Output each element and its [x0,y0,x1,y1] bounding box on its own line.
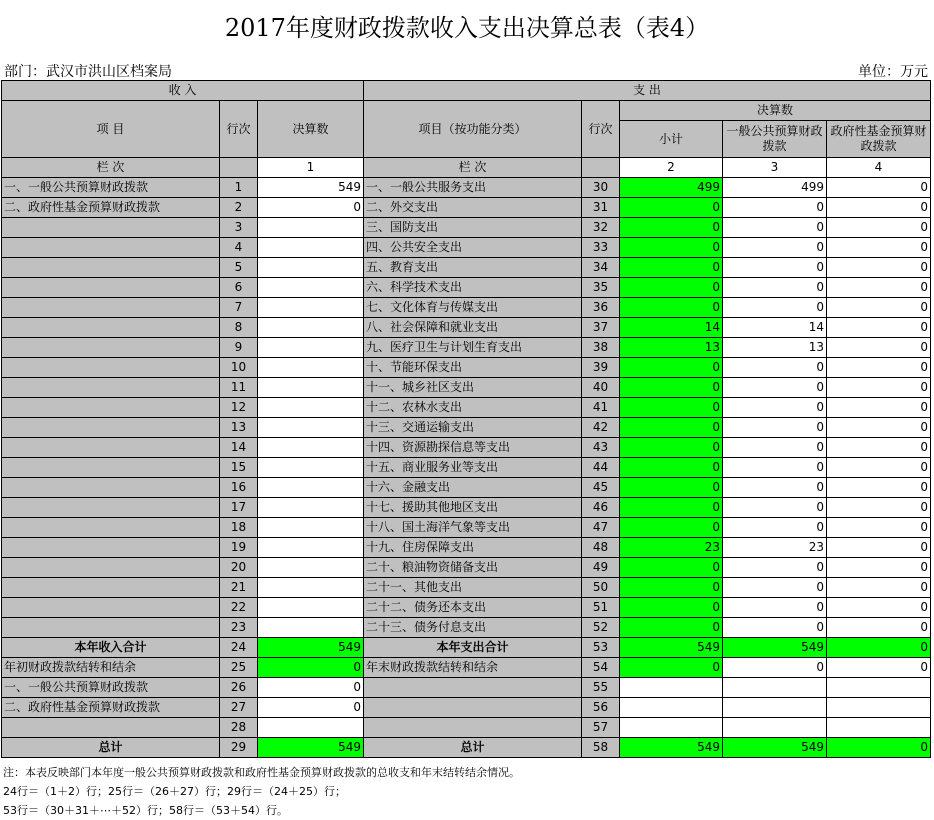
income-item: 一、一般公共预算财政拨款 [2,178,220,198]
table-row [2,618,931,638]
expense-row-no: 33 [582,238,620,258]
table-row [2,578,931,598]
expense-subtotal: 0 [620,438,723,458]
expense-general: 23 [723,538,827,558]
expense-item: 二十二、债务还本支出 [364,598,582,618]
expense-subtotal: 0 [620,278,723,298]
expense-subtotal: 0 [620,238,723,258]
table-row [2,278,931,298]
balance-general-label: 一、一般公共预算财政拨款 [2,678,220,698]
income-amount [258,598,364,618]
expense-fund: 0 [827,458,931,478]
general-budget-header: 一般公共预算财政拨款 [723,121,827,158]
expense-item: 三、国防支出 [364,218,582,238]
unit-label: 单位：万元 [858,64,928,80]
balance-fund-no: 27 [220,698,258,718]
table-row [2,258,931,278]
expense-general: 0 [723,598,827,618]
income-row-no: 16 [220,478,258,498]
expense-item: 十三、交通运输支出 [364,418,582,438]
expense-item: 九、医疗卫生与计划生育支出 [364,338,582,358]
income-item [2,298,220,318]
expense-item: 二、外交支出 [364,198,582,218]
expense-row-no: 30 [582,178,620,198]
expense-fund: 0 [827,558,931,578]
blank-cell [364,718,582,738]
income-total-label: 本年收入合计 [2,638,220,658]
expense-general: 0 [723,618,827,638]
income-amount [258,378,364,398]
expense-row-no: 36 [582,298,620,318]
expense-total-subtotal: 549 [620,638,723,658]
income-item [2,498,220,518]
expense-item: 十九、住房保障支出 [364,538,582,558]
expense-item: 十八、国土海洋气象等支出 [364,518,582,538]
expense-row-no: 42 [582,418,620,438]
expense-item: 五、教育支出 [364,258,582,278]
expense-row-no: 31 [582,198,620,218]
col1-label: 1 [258,158,364,178]
expense-subtotal: 0 [620,458,723,478]
expense-fund: 0 [827,498,931,518]
expense-row-no: 49 [582,558,620,578]
expense-fund: 0 [827,298,931,318]
expense-subtotal: 23 [620,538,723,558]
table-row [2,318,931,338]
blank-cell [364,698,582,718]
income-item: 二、政府性基金预算财政拨款 [2,198,220,218]
income-item [2,318,220,338]
expense-row-no: 46 [582,498,620,518]
table-row [2,218,931,238]
income-amount [258,578,364,598]
expense-total-label: 本年支出合计 [364,638,582,658]
expense-fund: 0 [827,238,931,258]
expense-general: 0 [723,418,827,438]
balance-fund-amount: 0 [258,698,364,718]
expense-item: 二十、粮油物资储备支出 [364,558,582,578]
expense-general: 0 [723,558,827,578]
grand-expense-label: 总计 [364,738,582,758]
expense-item: 一、一般公共服务支出 [364,178,582,198]
blank-cell [620,678,723,698]
expense-row-no: 51 [582,598,620,618]
expense-general: 0 [723,378,827,398]
expense-general: 0 [723,578,827,598]
expense-fund: 0 [827,258,931,278]
income-item [2,598,220,618]
expense-subtotal: 0 [620,598,723,618]
row56-no: 56 [582,698,620,718]
income-row-no: 7 [220,298,258,318]
income-item [2,478,220,498]
income-row-no: 17 [220,498,258,518]
expense-general: 0 [723,278,827,298]
department-label: 部门：武汉市洪山区档案局 [4,64,172,80]
expense-subtotal: 0 [620,498,723,518]
expense-general: 0 [723,398,827,418]
income-amount [258,538,364,558]
table-row [2,358,931,378]
table-row [2,418,931,438]
table-row [2,598,931,618]
expense-subtotal: 0 [620,218,723,238]
expense-fund: 0 [827,178,931,198]
expense-fund: 0 [827,518,931,538]
grand-expense-subtotal: 549 [620,738,723,758]
expense-row-no: 50 [582,578,620,598]
balance-general-amount: 0 [258,678,364,698]
balance-fund-label: 二、政府性基金预算财政拨款 [2,698,220,718]
expense-total-general: 549 [723,638,827,658]
expense-fund: 0 [827,618,931,638]
table-row [2,498,931,518]
income-amount [258,438,364,458]
expense-fund: 0 [827,398,931,418]
row-no2-header: 行次 [582,101,620,158]
expense-item: 十七、援助其他地区支出 [364,498,582,518]
expense-general: 0 [723,258,827,278]
income-item [2,458,220,478]
income-item [2,418,220,438]
col-label: 栏 次 [2,158,220,178]
expense-general: 0 [723,358,827,378]
row28-no: 28 [220,718,258,738]
begin-balance-amount: 0 [258,658,364,678]
income-row-no: 4 [220,238,258,258]
income-row-no: 3 [220,218,258,238]
grand-income-amount: 549 [258,738,364,758]
col-label2: 栏 次 [364,158,582,178]
income-row-no: 11 [220,378,258,398]
begin-balance-label: 年初财政拨款结转和结余 [2,658,220,678]
income-row-no: 13 [220,418,258,438]
table-row [2,458,931,478]
expense-general: 0 [723,198,827,218]
income-item [2,538,220,558]
expense-subtotal: 14 [620,318,723,338]
end-balance-label: 年末财政拨款结转和结余 [364,658,582,678]
income-item [2,338,220,358]
expense-fund: 0 [827,538,931,558]
expense-fund: 0 [827,418,931,438]
footnotes [3,763,520,820]
income-row-no: 5 [220,258,258,278]
expense-fund: 0 [827,218,931,238]
expense-row-no: 47 [582,518,620,538]
income-row-no: 12 [220,398,258,418]
expense-subtotal: 0 [620,478,723,498]
expense-subtotal: 0 [620,618,723,638]
expense-subtotal: 0 [620,578,723,598]
income-row-no: 22 [220,598,258,618]
expense-row-no: 39 [582,358,620,378]
expense-item: 七、文化体育与传媒支出 [364,298,582,318]
income-amount [258,518,364,538]
income-item [2,258,220,278]
blank-cell [827,718,931,738]
expense-fund: 0 [827,358,931,378]
income-item [2,278,220,298]
expense-header: 支 出 [364,81,931,101]
expense-general: 0 [723,518,827,538]
expense-item: 八、社会保障和就业支出 [364,318,582,338]
table-row [2,338,931,358]
grand-income-no: 29 [220,738,258,758]
income-item [2,398,220,418]
blank-cell [364,678,582,698]
income-row-no: 23 [220,618,258,638]
col2-label: 2 [620,158,723,178]
income-item [2,578,220,598]
grand-expense-general: 549 [723,738,827,758]
expense-general: 0 [723,458,827,478]
footnote-line: 53行＝（30＋31＋⋯＋52）行；58行＝（53＋54）行。 [3,804,288,817]
income-amount [258,458,364,478]
page-title: 2017年度财政拨款收入支出决算总表（表4） [224,14,710,42]
income-row-no: 9 [220,338,258,358]
expense-row-no: 43 [582,438,620,458]
expense-item: 十四、资源勘探信息等支出 [364,438,582,458]
income-row-no: 21 [220,578,258,598]
income-amount [258,258,364,278]
income-item [2,518,220,538]
income-item [2,218,220,238]
income-amount [258,318,364,338]
expense-item: 十、节能环保支出 [364,358,582,378]
income-total-amount: 549 [258,638,364,658]
expense-subtotal: 13 [620,338,723,358]
income-amount [258,238,364,258]
table-row [2,238,931,258]
row57-no: 57 [582,718,620,738]
expense-subtotal: 0 [620,558,723,578]
item-header: 项 目 [2,101,220,158]
expense-fund: 0 [827,378,931,398]
income-amount [258,218,364,238]
expense-item: 二十三、债务付息支出 [364,618,582,638]
expense-row-no: 48 [582,538,620,558]
expense-row-no: 45 [582,478,620,498]
table-row [2,558,931,578]
table-row [2,398,931,418]
income-amount: 549 [258,178,364,198]
income-row-no: 14 [220,438,258,458]
expense-subtotal: 0 [620,258,723,278]
table-row [2,178,931,198]
blank-cell [620,718,723,738]
income-row-no: 8 [220,318,258,338]
income-item [2,438,220,458]
expense-row-no: 37 [582,318,620,338]
balance-general-no: 26 [220,678,258,698]
income-amount [258,478,364,498]
end-balance-no: 54 [582,658,620,678]
income-row-no: 1 [220,178,258,198]
expense-item: 四、公共安全支出 [364,238,582,258]
expense-general: 14 [723,318,827,338]
expense-general: 0 [723,218,827,238]
blank-cell [827,678,931,698]
final-accounts-table [1,80,931,758]
expense-fund: 0 [827,598,931,618]
income-item [2,358,220,378]
expense-row-no: 52 [582,618,620,638]
table-row [2,538,931,558]
gov-fund-header: 政府性基金预算财政拨款 [827,121,931,158]
income-item [2,618,220,638]
end-balance-fund: 0 [827,658,931,678]
subtotal-header: 小计 [620,121,723,158]
income-item [2,378,220,398]
expense-subtotal: 0 [620,398,723,418]
expense-general: 0 [723,238,827,258]
grand-expense-no: 58 [582,738,620,758]
income-amount [258,338,364,358]
final-amount2-header: 决算数 [620,101,931,121]
expense-item: 十一、城乡社区支出 [364,378,582,398]
expense-subtotal: 0 [620,418,723,438]
expense-row-no: 34 [582,258,620,278]
income-row-no: 18 [220,518,258,538]
income-row-no: 15 [220,458,258,478]
end-balance-general: 0 [723,658,827,678]
income-amount [258,618,364,638]
expense-general: 0 [723,498,827,518]
blank-cell [620,698,723,718]
table-row [2,438,931,458]
blank-cell [2,718,220,738]
row-no-header: 行次 [220,101,258,158]
item-func-header: 项目（按功能分类） [364,101,582,158]
income-amount [258,498,364,518]
blank-cell [258,718,364,738]
income-row-no: 10 [220,358,258,378]
income-item [2,238,220,258]
income-amount [258,358,364,378]
col-label-blank [220,158,258,178]
final-amount-header: 决算数 [258,101,364,158]
income-amount [258,418,364,438]
blank-cell [723,698,827,718]
table-row [2,198,931,218]
grand-income-label: 总计 [2,738,220,758]
expense-fund: 0 [827,478,931,498]
income-row-no: 6 [220,278,258,298]
footnote-line: 24行＝（1＋2）行；25行＝（26＋27）行；29行＝（24＋25）行； [3,785,346,798]
grand-expense-fund: 0 [827,738,931,758]
table-row [2,518,931,538]
expense-item: 十六、金融支出 [364,478,582,498]
income-row-no: 2 [220,198,258,218]
expense-fund: 0 [827,198,931,218]
expense-general: 0 [723,298,827,318]
row55-no: 55 [582,678,620,698]
expense-fund: 0 [827,438,931,458]
income-row-no: 20 [220,558,258,578]
income-row-no: 19 [220,538,258,558]
expense-subtotal: 0 [620,198,723,218]
income-amount [258,558,364,578]
end-balance-subtotal: 0 [620,658,723,678]
expense-general: 0 [723,478,827,498]
col3-label: 3 [723,158,827,178]
expense-row-no: 38 [582,338,620,358]
income-amount: 0 [258,198,364,218]
expense-fund: 0 [827,578,931,598]
expense-row-no: 35 [582,278,620,298]
expense-item: 十二、农林水支出 [364,398,582,418]
blank-cell [827,698,931,718]
expense-item: 二十一、其他支出 [364,578,582,598]
begin-balance-no: 25 [220,658,258,678]
table-row [2,478,931,498]
expense-fund: 0 [827,338,931,358]
income-amount [258,398,364,418]
expense-subtotal: 499 [620,178,723,198]
table-row [2,378,931,398]
expense-general: 499 [723,178,827,198]
expense-fund: 0 [827,278,931,298]
income-item [2,558,220,578]
income-total-no: 24 [220,638,258,658]
income-amount [258,278,364,298]
income-header: 收 入 [2,81,364,101]
expense-subtotal: 0 [620,298,723,318]
expense-subtotal: 0 [620,378,723,398]
table-row [2,298,931,318]
col-label-blank2 [582,158,620,178]
footnote-line: 注：本表反映部门本年度一般公共预算财政拨款和政府性基金预算财政拨款的总收支和年末结转结余情况。 [3,766,520,779]
expense-general: 13 [723,338,827,358]
col4-label: 4 [827,158,931,178]
expense-total-fund: 0 [827,638,931,658]
expense-subtotal: 0 [620,518,723,538]
expense-row-no: 40 [582,378,620,398]
expense-row-no: 32 [582,218,620,238]
income-amount [258,298,364,318]
expense-row-no: 44 [582,458,620,478]
expense-fund: 0 [827,318,931,338]
expense-item: 十五、商业服务业等支出 [364,458,582,478]
blank-cell [723,678,827,698]
expense-row-no: 41 [582,398,620,418]
expense-general: 0 [723,438,827,458]
expense-item: 六、科学技术支出 [364,278,582,298]
blank-cell [723,718,827,738]
expense-subtotal: 0 [620,358,723,378]
expense-total-no: 53 [582,638,620,658]
